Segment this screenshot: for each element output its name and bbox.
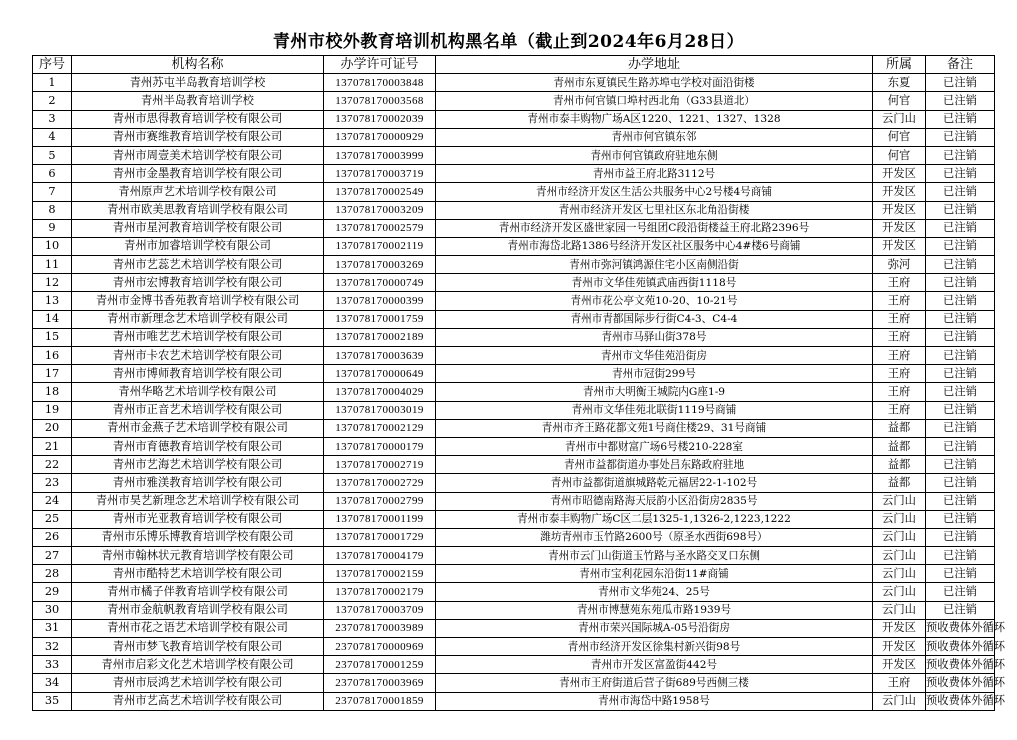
- table-row: [33, 638, 995, 656]
- cell-district: 云门山: [873, 492, 926, 510]
- cell-district: 云门山: [873, 528, 926, 546]
- cell-address: 青州市海岱中路1958号: [436, 692, 873, 710]
- cell-address: 青州市大明衡王城院内G座1-9: [436, 383, 873, 401]
- cell-address: 青州市泰丰购物广场C区二层1325-1,1326-2,1223,1222: [436, 510, 873, 528]
- cell-name: 青州市金墨教育培训学校有限公司: [72, 165, 324, 183]
- cell-license: 137078170002799: [324, 492, 436, 510]
- header-address: 办学地址: [436, 56, 873, 74]
- cell-district: 何官: [873, 146, 926, 164]
- cell-district: 云门山: [873, 510, 926, 528]
- cell-remark: 已注销: [926, 383, 995, 401]
- cell-address: 青州市文华佳苑镇武庙西街1118号: [436, 274, 873, 292]
- table-row: [33, 547, 995, 565]
- cell-district: 王府: [873, 365, 926, 383]
- cell-address: 青州市齐王路花都文苑1号商住楼29、31号商铺: [436, 419, 873, 437]
- cell-license: 137078170002179: [324, 583, 436, 601]
- cell-name: 青州市梦飞教育培训学校有限公司: [72, 638, 324, 656]
- cell-remark: 已注销: [926, 547, 995, 565]
- cell-name: 青州市星河教育培训学校有限公司: [72, 219, 324, 237]
- cell-district: 云门山: [873, 583, 926, 601]
- table-row: [33, 74, 995, 92]
- header-license: 办学许可证号: [324, 56, 436, 74]
- cell-remark: 已注销: [926, 92, 995, 110]
- cell-index: 18: [33, 383, 72, 401]
- cell-index: 9: [33, 219, 72, 237]
- cell-name: 青州华略艺术培训学校有限公司: [72, 383, 324, 401]
- cell-name: 青州市唯艺艺术培训学校有限公司: [72, 328, 324, 346]
- cell-index: 28: [33, 565, 72, 583]
- table-row: [33, 310, 995, 328]
- cell-name: 青州市周壹美术培训学校有限公司: [72, 146, 324, 164]
- cell-remark: 已注销: [926, 292, 995, 310]
- table-row: [33, 437, 995, 455]
- cell-address: 青州市东夏镇民生路苏埠屯学校对面沿街楼: [436, 74, 873, 92]
- cell-district: 益都: [873, 437, 926, 455]
- cell-address: 青州市弥河镇鸿源住宅小区南侧沿街: [436, 256, 873, 274]
- table-row: [33, 619, 995, 637]
- cell-address: 青州市益王府北路3112号: [436, 165, 873, 183]
- cell-license: 237078170000969: [324, 638, 436, 656]
- cell-license: 137078170002189: [324, 328, 436, 346]
- cell-name: 青州市赛维教育培训学校有限公司: [72, 128, 324, 146]
- cell-license: 237078170003989: [324, 619, 436, 637]
- table-row: [33, 347, 995, 365]
- cell-district: 开发区: [873, 219, 926, 237]
- cell-index: 5: [33, 146, 72, 164]
- table-row: [33, 165, 995, 183]
- table-row: [33, 528, 995, 546]
- cell-remark: 已注销: [926, 565, 995, 583]
- cell-district: 益都: [873, 456, 926, 474]
- header-remark: 备注: [926, 56, 995, 74]
- table-row: [33, 383, 995, 401]
- cell-index: 22: [33, 456, 72, 474]
- cell-index: 27: [33, 547, 72, 565]
- cell-license: 137078170003848: [324, 74, 436, 92]
- cell-index: 10: [33, 237, 72, 255]
- cell-remark: 已注销: [926, 256, 995, 274]
- cell-district: 开发区: [873, 638, 926, 656]
- cell-license: 137078170002729: [324, 474, 436, 492]
- cell-address: 青州市开发区富盈街442号: [436, 656, 873, 674]
- cell-name: 青州半岛教育培训学校: [72, 92, 324, 110]
- cell-address: 青州市博慧苑东苑瓜市路1939号: [436, 601, 873, 619]
- cell-license: 137078170000749: [324, 274, 436, 292]
- cell-name: 青州市辰鸿艺术培训学校有限公司: [72, 674, 324, 692]
- cell-index: 11: [33, 256, 72, 274]
- cell-address: 青州市经济开发区生活公共服务中心2号楼4号商铺: [436, 183, 873, 201]
- cell-address: 青州市中都财富广场6号楼210-228室: [436, 437, 873, 455]
- cell-remark: 预收费体外循环: [926, 619, 995, 637]
- header-index: 序号: [33, 56, 72, 74]
- cell-district: 开发区: [873, 237, 926, 255]
- table-row: [33, 219, 995, 237]
- cell-index: 26: [33, 528, 72, 546]
- cell-district: 云门山: [873, 547, 926, 565]
- table-row: [33, 510, 995, 528]
- cell-index: 6: [33, 165, 72, 183]
- cell-index: 35: [33, 692, 72, 710]
- cell-index: 1: [33, 74, 72, 92]
- cell-name: 青州市金航帆教育培训学校有限公司: [72, 601, 324, 619]
- table-row: [33, 401, 995, 419]
- cell-license: 137078170002159: [324, 565, 436, 583]
- table-row: [33, 237, 995, 255]
- cell-license: 137078170003999: [324, 146, 436, 164]
- table-row: [33, 583, 995, 601]
- cell-remark: 已注销: [926, 274, 995, 292]
- table-row: [33, 365, 995, 383]
- cell-name: 青州市雅渼教育培训学校有限公司: [72, 474, 324, 492]
- cell-remark: 已注销: [926, 601, 995, 619]
- cell-address: 青州市经济开发区七里社区东北角沿街楼: [436, 201, 873, 219]
- cell-district: 开发区: [873, 619, 926, 637]
- cell-index: 17: [33, 365, 72, 383]
- table-row: [33, 328, 995, 346]
- cell-district: 何官: [873, 92, 926, 110]
- cell-address: 青州市花公亭文苑10-20、10-21号: [436, 292, 873, 310]
- cell-district: 云门山: [873, 601, 926, 619]
- header-name: 机构名称: [72, 56, 324, 74]
- cell-index: 4: [33, 128, 72, 146]
- cell-license: 137078170003709: [324, 601, 436, 619]
- cell-district: 云门山: [873, 110, 926, 128]
- table-row: [33, 201, 995, 219]
- cell-remark: 已注销: [926, 456, 995, 474]
- cell-district: 东夏: [873, 74, 926, 92]
- cell-license: 137078170003639: [324, 347, 436, 365]
- cell-license: 137078170001199: [324, 510, 436, 528]
- cell-address: 青州市经济开发区盛世家园一号组团C段沿街楼益王府北路2396号: [436, 219, 873, 237]
- cell-name: 青州市启彩文化艺术培训学校有限公司: [72, 656, 324, 674]
- cell-license: 137078170003209: [324, 201, 436, 219]
- cell-license: 137078170000929: [324, 128, 436, 146]
- cell-remark: 已注销: [926, 237, 995, 255]
- cell-address: 青州市荣兴国际城A-05号沿街房: [436, 619, 873, 637]
- cell-remark: 已注销: [926, 219, 995, 237]
- cell-name: 青州市光亚教育培训学校有限公司: [72, 510, 324, 528]
- cell-license: 137078170002579: [324, 219, 436, 237]
- cell-license: 137078170000399: [324, 292, 436, 310]
- cell-remark: 预收费体外循环: [926, 656, 995, 674]
- cell-name: 青州市艺蕊艺术培训学校有限公司: [72, 256, 324, 274]
- cell-name: 青州市翰林状元教育培训学校有限公司: [72, 547, 324, 565]
- cell-name: 青州原声艺术培训学校有限公司: [72, 183, 324, 201]
- cell-remark: 已注销: [926, 492, 995, 510]
- cell-index: 16: [33, 347, 72, 365]
- cell-license: 237078170001259: [324, 656, 436, 674]
- cell-index: 23: [33, 474, 72, 492]
- cell-district: 开发区: [873, 201, 926, 219]
- cell-name: 青州市正音艺术培训学校有限公司: [72, 401, 324, 419]
- cell-remark: 已注销: [926, 474, 995, 492]
- cell-remark: 已注销: [926, 74, 995, 92]
- cell-remark: 预收费体外循环: [926, 674, 995, 692]
- cell-remark: 已注销: [926, 510, 995, 528]
- cell-license: 137078170001729: [324, 528, 436, 546]
- cell-district: 王府: [873, 292, 926, 310]
- cell-remark: 已注销: [926, 146, 995, 164]
- cell-remark: 已注销: [926, 583, 995, 601]
- cell-remark: 已注销: [926, 528, 995, 546]
- table-row: [33, 419, 995, 437]
- cell-remark: 已注销: [926, 365, 995, 383]
- table-row: [33, 565, 995, 583]
- cell-address: 青州市文华佳苑沿街房: [436, 347, 873, 365]
- cell-district: 何官: [873, 128, 926, 146]
- cell-district: 益都: [873, 474, 926, 492]
- cell-remark: 已注销: [926, 201, 995, 219]
- cell-index: 20: [33, 419, 72, 437]
- cell-name: 青州苏屯半岛教育培训学校: [72, 74, 324, 92]
- cell-remark: 已注销: [926, 328, 995, 346]
- cell-address: 青州市何官镇政府驻地东侧: [436, 146, 873, 164]
- table-row: [33, 274, 995, 292]
- cell-name: 青州市昊艺新理念艺术培训学校有限公司: [72, 492, 324, 510]
- cell-remark: 预收费体外循环: [926, 692, 995, 710]
- cell-district: 开发区: [873, 656, 926, 674]
- table-row: [33, 601, 995, 619]
- cell-name: 青州市加睿培训学校有限公司: [72, 237, 324, 255]
- cell-license: 137078170001759: [324, 310, 436, 328]
- cell-name: 青州市金博书香苑教育培训学校有限公司: [72, 292, 324, 310]
- cell-index: 19: [33, 401, 72, 419]
- cell-remark: 已注销: [926, 347, 995, 365]
- cell-address: 青州市昭德南路海天辰韵小区沿街房2835号: [436, 492, 873, 510]
- table-row: [33, 492, 995, 510]
- cell-remark: 已注销: [926, 165, 995, 183]
- cell-address: 青州市青都国际步行街C4-3、C4-4: [436, 310, 873, 328]
- cell-address: 青州市王府街道后营子街689号西侧三楼: [436, 674, 873, 692]
- table-row: [33, 110, 995, 128]
- cell-index: 21: [33, 437, 72, 455]
- cell-index: 3: [33, 110, 72, 128]
- cell-district: 王府: [873, 383, 926, 401]
- cell-license: 137078170002719: [324, 456, 436, 474]
- page-title: 青州市校外教育培训机构黑名单（截止到2024年6月28日）: [272, 32, 745, 52]
- cell-index: 32: [33, 638, 72, 656]
- cell-license: 137078170000179: [324, 437, 436, 455]
- cell-license: 137078170002039: [324, 110, 436, 128]
- cell-remark: 已注销: [926, 183, 995, 201]
- table-row: [33, 292, 995, 310]
- header-row: [33, 56, 995, 74]
- cell-license: 137078170002549: [324, 183, 436, 201]
- cell-address: 青州市泰丰购物广场A区1220、1221、1327、1328: [436, 110, 873, 128]
- cell-district: 云门山: [873, 565, 926, 583]
- cell-district: 益都: [873, 419, 926, 437]
- cell-name: 青州市乐博乐博教育培训学校有限公司: [72, 528, 324, 546]
- table-row: [33, 674, 995, 692]
- cell-license: 137078170004179: [324, 547, 436, 565]
- cell-address: 青州市益都街道旗城路乾元福居22-1-102号: [436, 474, 873, 492]
- cell-license: 237078170001859: [324, 692, 436, 710]
- cell-name: 青州市宏博教育培训学校有限公司: [72, 274, 324, 292]
- cell-remark: 已注销: [926, 310, 995, 328]
- cell-name: 青州市橘子伴教育培训学校有限公司: [72, 583, 324, 601]
- table-row: [33, 256, 995, 274]
- cell-address: 青州市文华苑24、25号: [436, 583, 873, 601]
- cell-license: 237078170003969: [324, 674, 436, 692]
- cell-index: 33: [33, 656, 72, 674]
- cell-district: 王府: [873, 401, 926, 419]
- cell-index: 13: [33, 292, 72, 310]
- cell-remark: 已注销: [926, 419, 995, 437]
- cell-license: 137078170003568: [324, 92, 436, 110]
- cell-name: 青州市新理念艺术培训学校有限公司: [72, 310, 324, 328]
- cell-name: 青州市思得教育培训学校有限公司: [72, 110, 324, 128]
- cell-name: 青州市酷特艺术培训学校有限公司: [72, 565, 324, 583]
- cell-name: 青州市育德教育培训学校有限公司: [72, 437, 324, 455]
- table-row: [33, 146, 995, 164]
- cell-remark: 预收费体外循环: [926, 638, 995, 656]
- cell-address: 青州市冠街299号: [436, 365, 873, 383]
- cell-address: 青州市宝利花园东沿街11#商铺: [436, 565, 873, 583]
- cell-license: 137078170003719: [324, 165, 436, 183]
- blacklist-table: [32, 55, 1006, 711]
- cell-index: 8: [33, 201, 72, 219]
- cell-license: 137078170000649: [324, 365, 436, 383]
- cell-name: 青州市卡农艺术培训学校有限公司: [72, 347, 324, 365]
- cell-remark: 已注销: [926, 437, 995, 455]
- table-row: [33, 474, 995, 492]
- cell-district: 开发区: [873, 165, 926, 183]
- table-row: [33, 456, 995, 474]
- cell-district: 王府: [873, 274, 926, 292]
- cell-address: 青州市益都街道办事处吕东路政府驻地: [436, 456, 873, 474]
- cell-name: 青州市艺海艺术培训学校有限公司: [72, 456, 324, 474]
- header-district: 所属: [873, 56, 926, 74]
- cell-address: 青州市马驿山街378号: [436, 328, 873, 346]
- cell-name: 青州市欧美思教育培训学校有限公司: [72, 201, 324, 219]
- cell-license: 137078170004029: [324, 383, 436, 401]
- cell-index: 31: [33, 619, 72, 637]
- table-row: [33, 692, 995, 710]
- cell-license: 137078170003019: [324, 401, 436, 419]
- cell-index: 29: [33, 583, 72, 601]
- cell-name: 青州市艺高艺术培训学校有限公司: [72, 692, 324, 710]
- cell-index: 15: [33, 328, 72, 346]
- cell-district: 开发区: [873, 183, 926, 201]
- cell-address: 青州市何官镇东邻: [436, 128, 873, 146]
- cell-address: 潍坊青州市玉竹路2600号（原圣水西街698号）: [436, 528, 873, 546]
- cell-name: 青州市花之语艺术培训学校有限公司: [72, 619, 324, 637]
- cell-district: 王府: [873, 674, 926, 692]
- cell-remark: 已注销: [926, 128, 995, 146]
- cell-district: 王府: [873, 310, 926, 328]
- cell-address: 青州市经济开发区徐集村新兴街98号: [436, 638, 873, 656]
- cell-district: 弥河: [873, 256, 926, 274]
- cell-index: 2: [33, 92, 72, 110]
- cell-district: 云门山: [873, 692, 926, 710]
- table-row: [33, 128, 995, 146]
- cell-license: 137078170003269: [324, 256, 436, 274]
- cell-remark: 已注销: [926, 401, 995, 419]
- cell-district: 王府: [873, 347, 926, 365]
- cell-index: 7: [33, 183, 72, 201]
- cell-name: 青州市金燕子艺术培训学校有限公司: [72, 419, 324, 437]
- cell-license: 137078170002119: [324, 237, 436, 255]
- cell-index: 12: [33, 274, 72, 292]
- cell-index: 14: [33, 310, 72, 328]
- cell-address: 青州市何官镇口埠村西北角（G33县道北）: [436, 92, 873, 110]
- cell-remark: 已注销: [926, 110, 995, 128]
- table-row: [33, 183, 995, 201]
- cell-district: 王府: [873, 328, 926, 346]
- cell-index: 24: [33, 492, 72, 510]
- cell-address: 青州市海岱北路1386号经济开发区社区服务中心4#楼6号商铺: [436, 237, 873, 255]
- cell-address: 青州市文华佳苑北联街1119号商铺: [436, 401, 873, 419]
- cell-address: 青州市云门山街道玉竹路与圣水路交叉口东侧: [436, 547, 873, 565]
- cell-name: 青州市博师教育培训学校有限公司: [72, 365, 324, 383]
- table-row: [33, 92, 995, 110]
- table-body: [33, 74, 1006, 711]
- cell-index: 34: [33, 674, 72, 692]
- cell-index: 30: [33, 601, 72, 619]
- cell-index: 25: [33, 510, 72, 528]
- table-row: [33, 656, 995, 674]
- cell-license: 137078170002129: [324, 419, 436, 437]
